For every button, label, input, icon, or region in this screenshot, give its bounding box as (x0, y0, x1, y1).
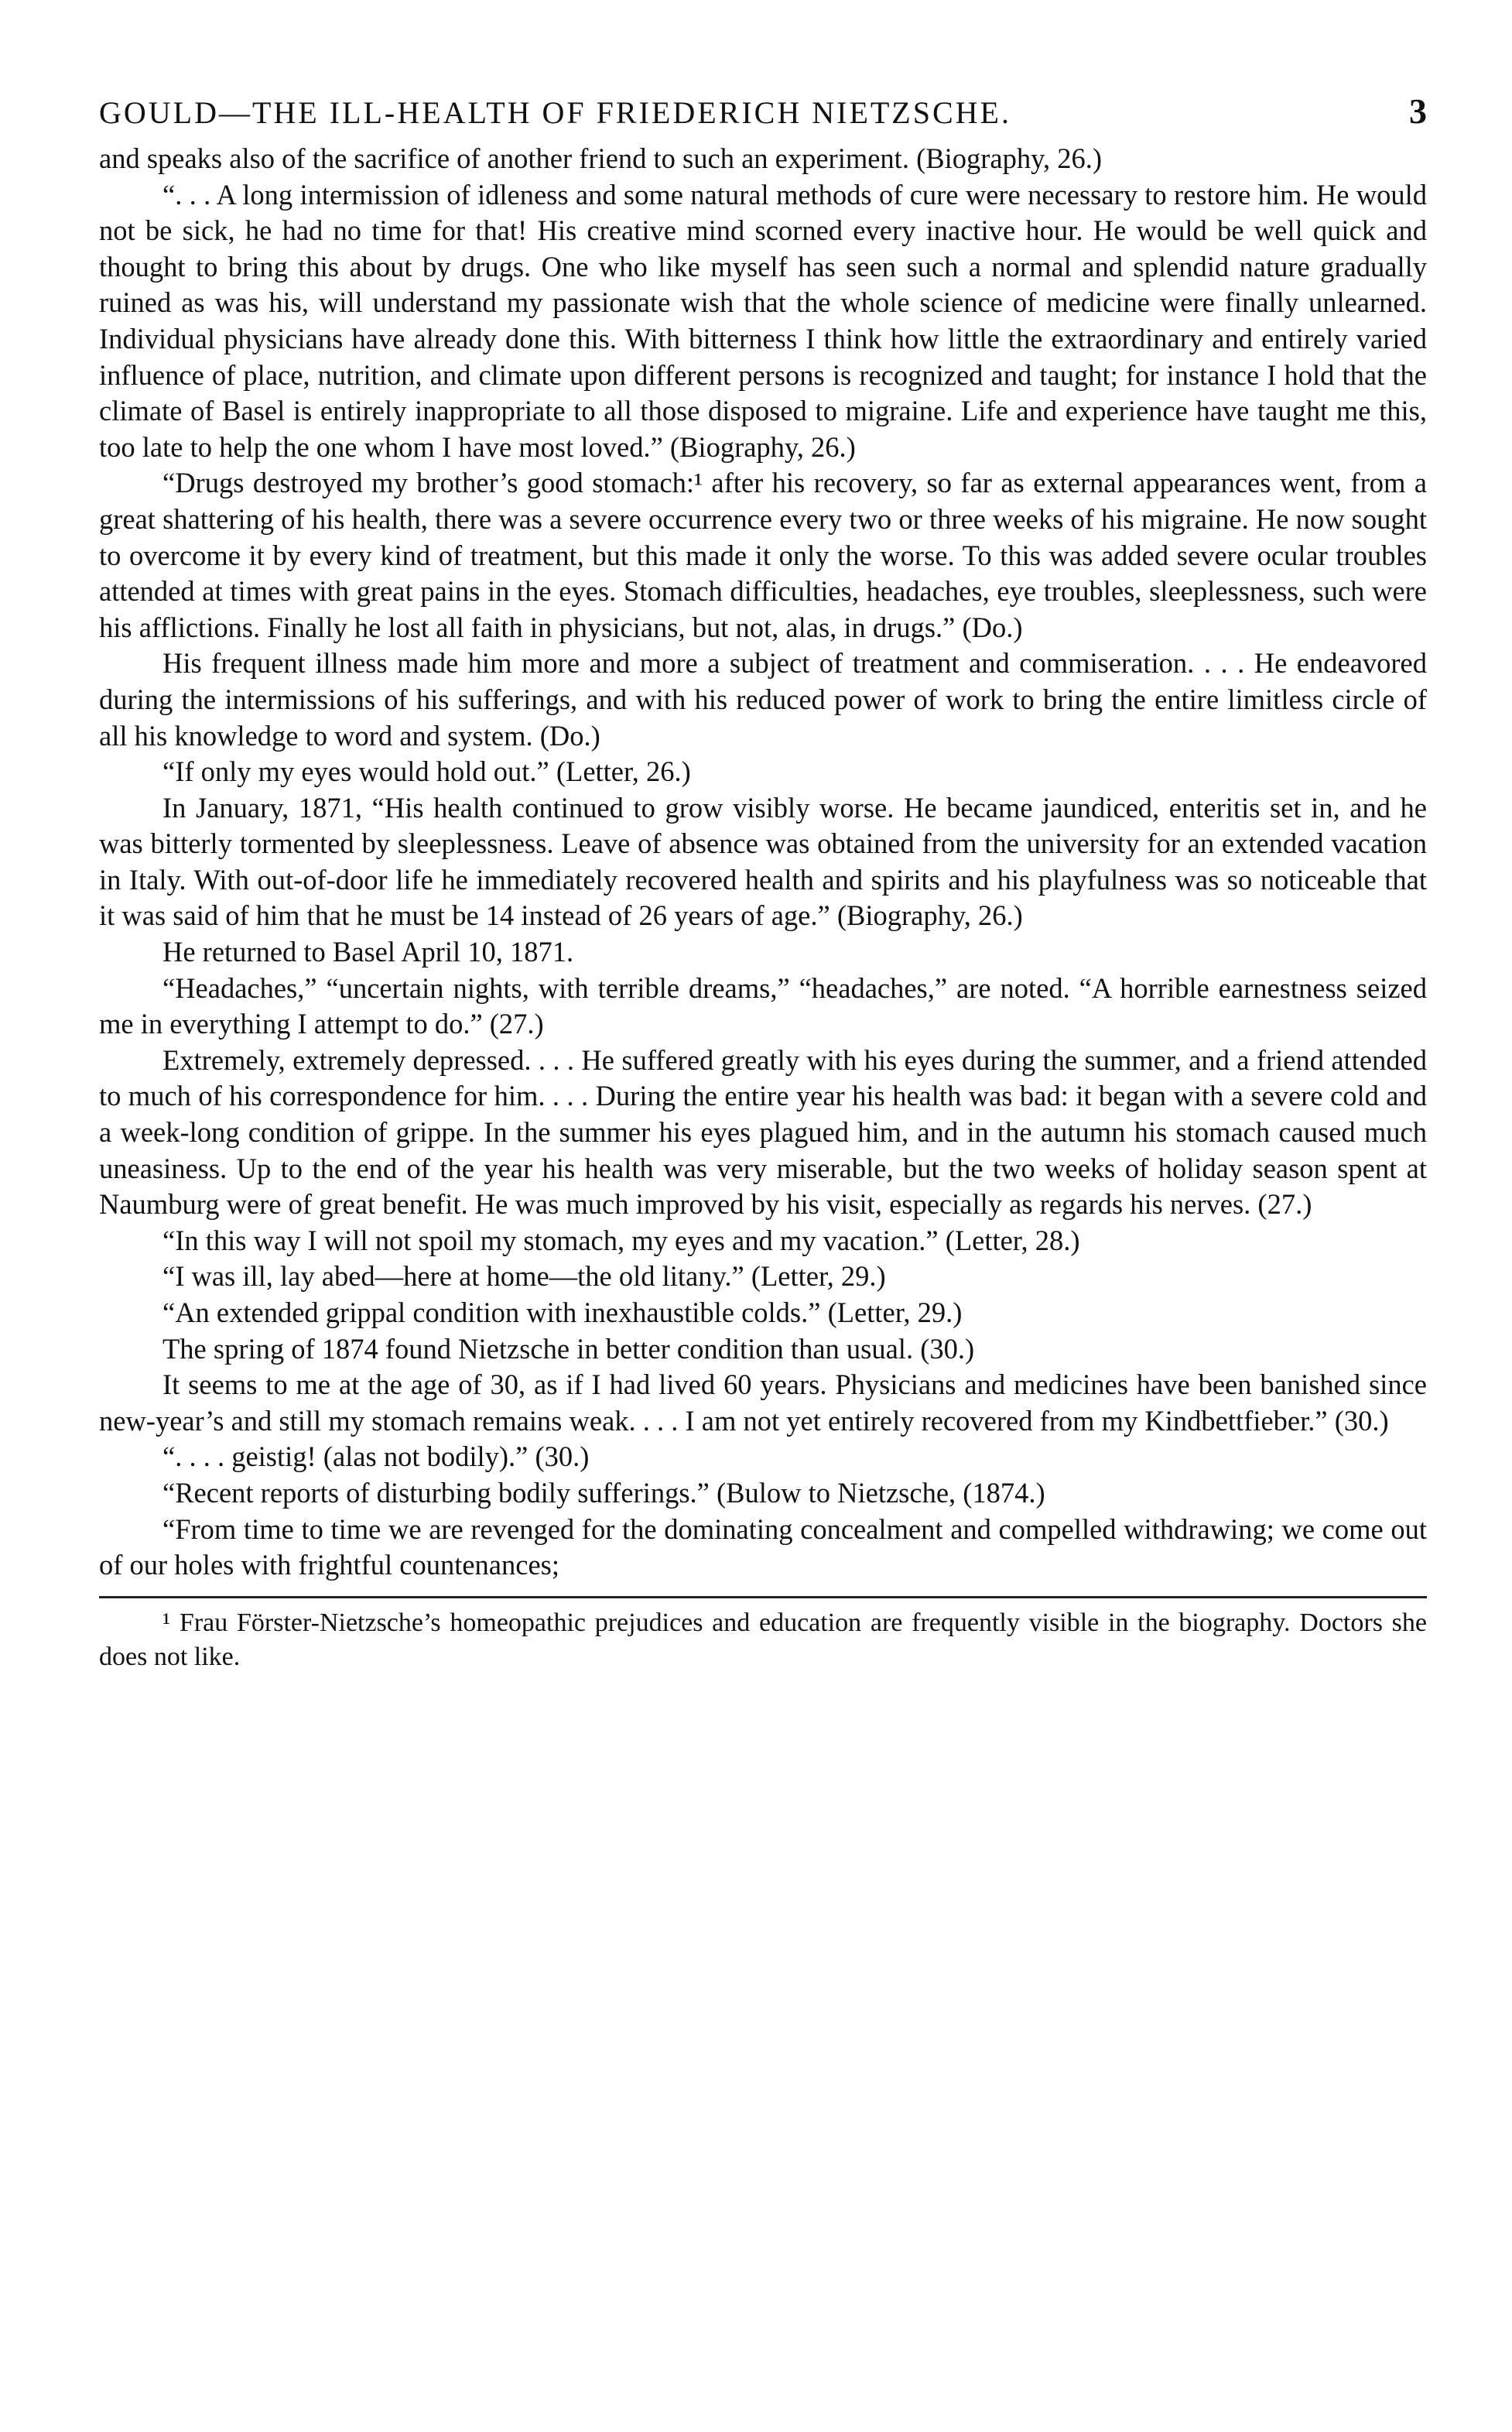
paragraph: His frequent illness made him more and more a subject of treatment and commiseration. . . . He endeavored during the intermissions of his sufferings, and with his reduced power of work to bring the entire limitless circle of all his knowledge to word and system. (Do.) (99, 647, 1427, 752)
footnote-divider (99, 1596, 1427, 1598)
paragraph: “Drugs destroyed my brother’s good stomach:¹ after his recovery, so far as external appearances went, from a great shattering of his health, there was a severe occurrence every two or three weeks of his migraine. He now sought to overcome it by every kind of treatment, but this made it only the worse. To this was added severe ocular troubles attended at times with great pains in the eyes. Stomach difficulties, headaches, eye troubles, sleeplessness, such were his afflictions. Finally he lost all faith in physicians, but not, alas, in drugs.” (Do.) (99, 467, 1427, 643)
footnote-text: ¹ Frau Förster-Nietzsche’s homeopathic prejudices and education are frequently visible in the biography. Doctors she does not like. (99, 1608, 1427, 1671)
paragraph: Extremely, extremely depressed. . . . He suffered greatly with his eyes during the summer, and a friend attended to much of his correspondence for him. . . . During the entire year his health was bad: it began with a severe cold and a week-long condition of grippe. In the summer his eyes plagued him, and in the autumn his stomach caused much uneasiness. Up to the end of the year his health was very miserable, but the two weeks of holiday season spent at Naumburg were of great benefit. He was much improved by his visit, especially as regards his nerves. (27.) (99, 1043, 1427, 1221)
paragraph: “. . . A long intermission of idleness and some natural methods of cure were necessary to restore him. He would not be sick, he had no time for that! His creative mind scorned every inactive hour. He would be well quick and thought to bring this about by drugs. One who like myself has seen such a normal and splendid nature gradually ruined as was his, will understand my passionate wish that the whole science of medicine were finally unlearned. Individual physicians have already done this. With bitterness I think how little the extraordinary and entirely varied influence of place, nutrition, and climate upon different persons is recognized and taught; for instance I hold that the climate of Basel is entirely inappropriate to all those disposed to migraine. Life and experience have taught me this, too late to help the one whom I have most loved.” (Biography, 26.) (99, 178, 1427, 463)
footnote (99, 1606, 1427, 1674)
paragraph: “Recent reports of disturbing bodily sufferings.” (Bulow to Nietzsche, (1874.) (162, 1476, 1045, 1509)
paragraph: It seems to me at the age of 30, as if I had lived 60 years. Physicians and medicines have been banished since new-year’s and still my stomach remains weak. . . . I am not yet entirely recovered from my Kindbettfieber.” (30.) (99, 1368, 1427, 1437)
running-head (99, 90, 1427, 141)
page-number: 3 (1409, 91, 1427, 131)
paragraph: and speaks also of the sacrifice of another friend to such an experiment. (Biography, 26.) (99, 142, 1102, 174)
paragraph: “An extended grippal condition with inexhaustible colds.” (Letter, 29.) (162, 1296, 963, 1328)
paragraph: In January, 1871, “His health continued to grow visibly worse. He became jaundiced, enteritis set in, and he was bitterly tormented by sleeplessness. Leave of absence was obtained from the university for an extended vacation in Italy. With out-of-door life he immediately recovered health and spirits and his playfulness was so noticeable that it was said of him that he must be 14 instead of 26 years of age.” (Biography, 26.) (99, 791, 1427, 932)
book-page (99, 90, 1427, 2381)
paragraph: “Headaches,” “uncertain nights, with terrible dreams,” “headaches,” are noted. “A horrible earnestness seized me in everything I attempt to do.” (27.) (99, 971, 1427, 1040)
paragraph: He returned to Basel April 10, 1871. (162, 936, 574, 968)
paragraph: “From time to time we are revenged for the dominating concealment and compelled withdrawing; we come out of our holes with frightful countenances; (99, 1512, 1427, 1581)
paragraph: “In this way I will not spoil my stomach, my eyes and my vacation.” (Letter, 28.) (162, 1224, 1080, 1256)
running-title: GOULD—THE ILL-HEALTH OF FRIEDERICH NIETZSCHE. (99, 95, 1011, 130)
paragraph: “If only my eyes would hold out.” (Letter, 26.) (162, 755, 691, 788)
paragraph: “. . . . geistig! (alas not bodily).” (30.) (162, 1440, 590, 1473)
body-text (99, 141, 1427, 1584)
paragraph: “I was ill, lay abed—here at home—the old litany.” (Letter, 29.) (162, 1260, 886, 1293)
paragraph: The spring of 1874 found Nietzsche in better condition than usual. (30.) (162, 1332, 975, 1365)
